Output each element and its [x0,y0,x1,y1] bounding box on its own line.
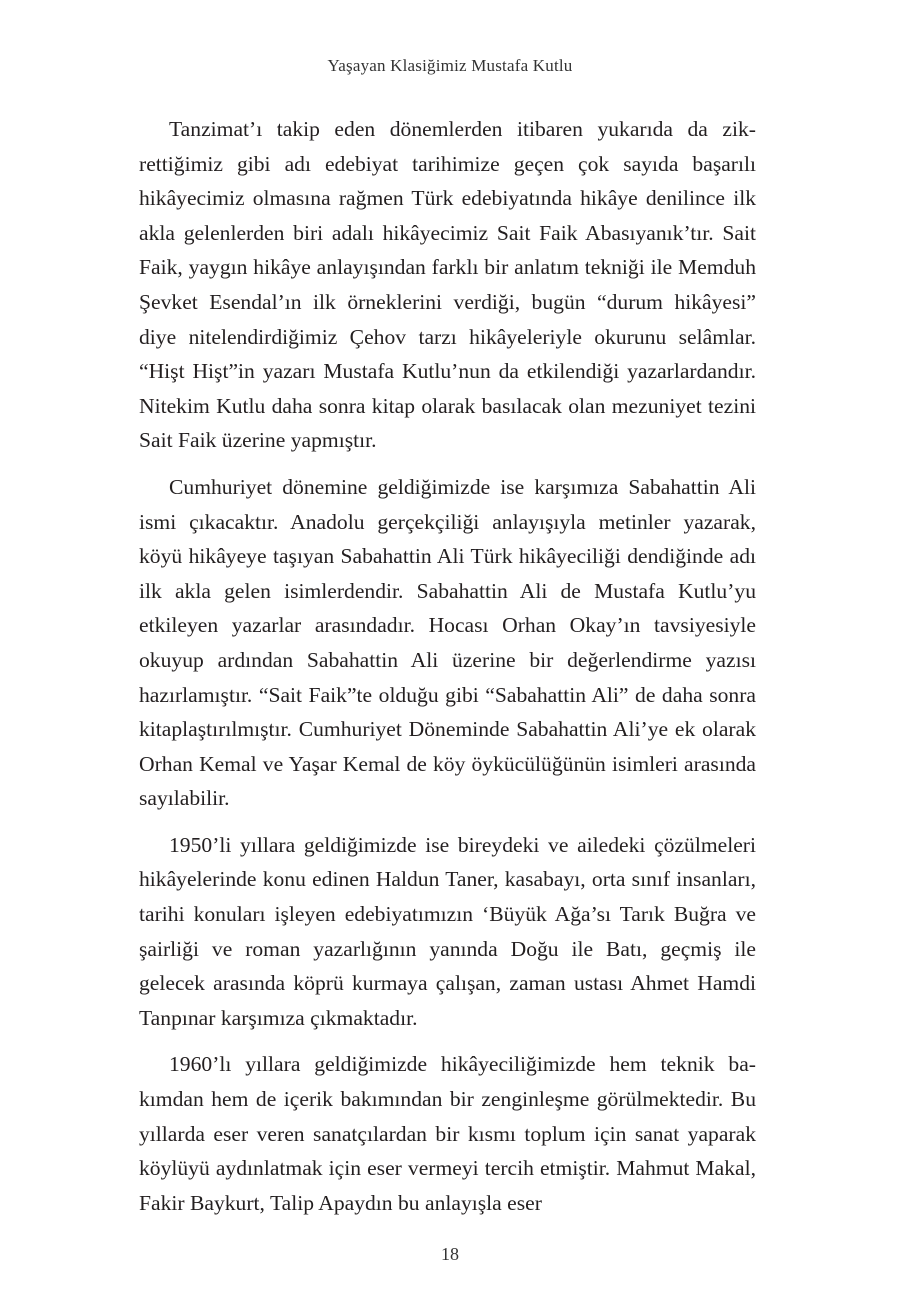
running-header: Yaşayan Klasiğimiz Mustafa Kutlu [327,56,573,75]
body-text [139,112,756,1232]
paragraph-4: 1960’lı yıllara geldiğimizde hikâyeciliğimizde hem teknik bakımdan hem de içerik bakımından bir zenginleşme görülmektedir. Bu yıllarda eser veren sanatçılardan bir kısmı toplum için sanat yaparak köylüyü aydınlatmak için eser vermeyi tercih etmiştir. Mahmut Makal, Fakir Baykurt, Talip Apaydın bu anlayışla eser [139,1052,756,1215]
page-number: 18 [441,1244,459,1264]
paragraph-1: Tanzimat’ı takip eden dönemlerden itibaren yukarıda da zikrettiğimiz gibi adı edebiyat tarihimize geçen çok sayıda başarılı hikâyecimiz olmasına rağmen Türk edebiyatında hikâye denilince ilk akla gelenlerden biri adalı hikâyecimiz Sait Faik Abasıyanık’tır. Sait Faik, yaygın hikâye anlayışından farklı bir anlatım tekniği ile Memduh Şevket Esendal’ın ilk örneklerini verdiği, bugün “durum hikâyesi” diye nitelendirdiğimiz Çehov tarzı hikâyeleriyle okurunu selâmlar. “Hişt Hişt”in yazarı Mustafa Kutlu’nun da etkilendiği yazarlardandır. Nitekim Kutlu daha sonra kitap olarak basılacak olan mezuniyet tezini Sait Faik üzerine yapmıştır. [139,117,756,453]
paragraph-2: Cumhuriyet dönemine geldiğimizde ise karşımıza Sabahattin Ali ismi çıkacaktır. Anadolu gerçekçiliği anlayışıyla metinler yazarak, köyü hikâyeye taşıyan Sabahattin Ali Türk hikâyeciliği dendiğinde adı ilk akla gelen isimlerdendir. Sabahattin Ali de Mustafa Kutlu’yu etkileyen yazarlar arasındadır. Hocası Orhan Okay’ın tavsiyesiyle okuyup ardından Sabahattin Ali üzerine bir değerlendirme yazısı hazırlamıştır. “Sait Faik”te olduğu gibi “Sabahattin Ali” de daha sonra kitaplaştırılmıştır. Cumhuriyet Döneminde Sabahattin Ali’ye ek olarak Orhan Kemal ve Yaşar Kemal de köy öykücülüğünün isimleri arasında sayılabilir. [139,474,756,811]
paragraph-3: 1950’li yıllara geldiğimizde ise bireydeki ve ailedeki çözülmeleri hikâyelerinde konu edinen Haldun Taner, kasabayı, orta sınıf insanları, tarihi konuları işleyen edebiyatımızın ‘Büyük Ağa’sı Tarık Buğra ve şairliği ve roman yazarlığının yanında Doğu ile Batı, geçmiş ile gelecek arasında köprü kurmaya çalışan, zaman ustası Ahmet Hamdi Tanpınar karşımıza çıkmaktadır. [139,832,756,1030]
